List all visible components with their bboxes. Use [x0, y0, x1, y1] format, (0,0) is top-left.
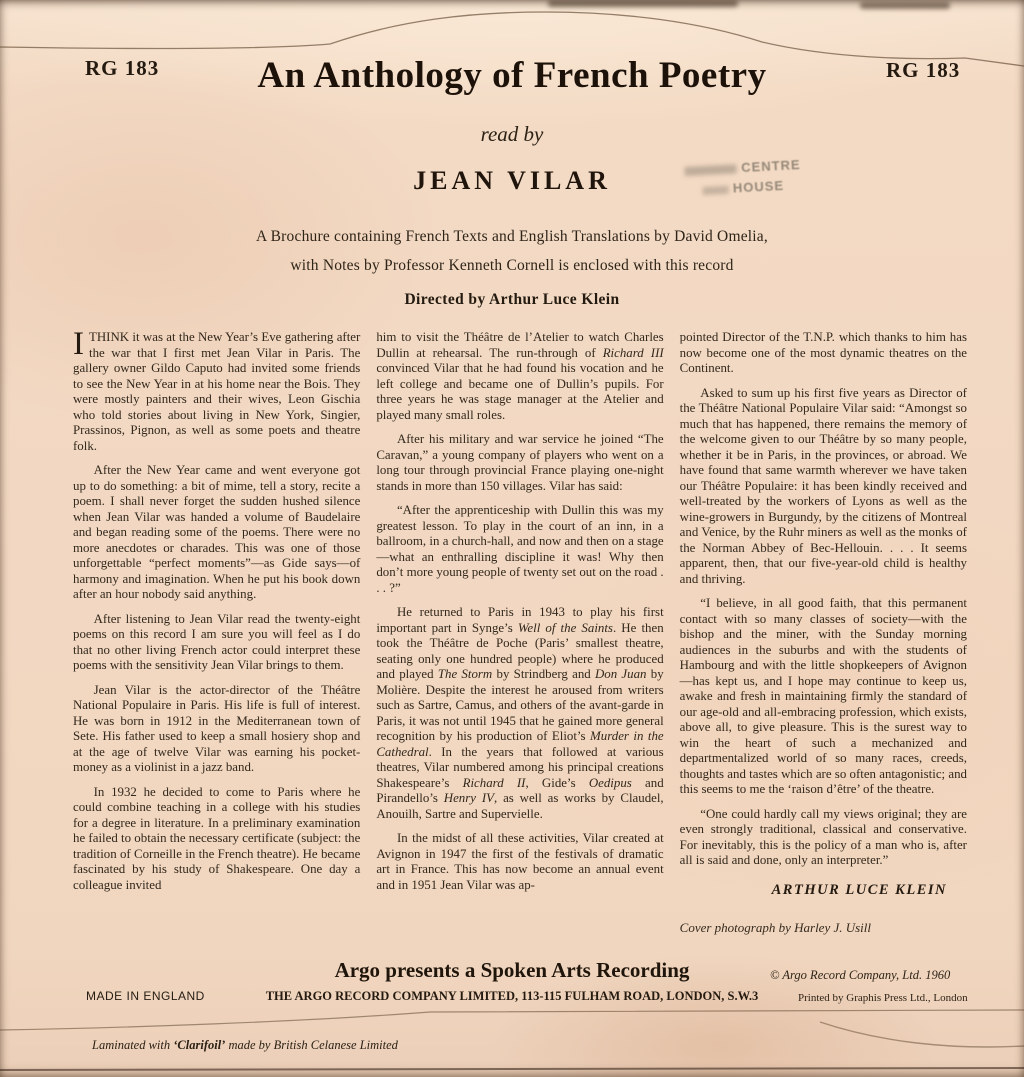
body-paragraph: pointed Director of the T.N.P. which thanks to him has now become one of the most dynamic theatres on the Continent.	[679, 330, 967, 375]
brochure-note-line2: with Notes by Professor Kenneth Cornell is enclosed with this record	[290, 257, 734, 274]
read-by-label: read by	[480, 122, 544, 146]
body-paragraph: “I believe, in all good faith, that this permanent contact with so many classes of society—with the bishop and the miner, with the Sunday morning audiences in the suburbs and with the students of Hambourg and with the little shopkeepers of Avignon—has kept us, and I hope may continue to keep us, awake and fresh in maintaining firmly the standard of our age-old and all-embracing profession, which exists, above all, to give pleasure. This is the surest way to win the heart of such a mechanized and departmentalized world of so many races, creeds, thoughts and tastes which are so often antagonistic; and this seems to me the ‘raison d’être’ of the theatre.	[679, 596, 967, 796]
laminate-note: Laminated with ‘Clarifoil’ made by British Celanese Limited	[92, 1038, 398, 1052]
stamp-line1: CENTRE	[740, 156, 801, 176]
body-paragraph: He returned to Paris in 1943 to play his first important part in Synge’s Well of the Saints. He then took the Théâtre de Poche (Paris’ smallest theatre, seating only one hundred people) where he produced and played The Storm by Strindberg and Don Juan by Molière. Despite the interest he aroused from writers such as Sartre, Camus, and others of the avant-garde in Paris, it was not until 1945 that he gained more general recognition by his production of Eliot’s Murder in the Cathedral. In the years that followed at various theatres, Vilar numbered among his principal creations Shakespeare’s Richard II, Gide’s Oedipus and Pirandello’s Henry IV, as well as works by Claudel, Anouilh, Sartre and Supervielle.	[376, 605, 664, 821]
author-signature: ARTHUR LUCE KLEIN	[771, 881, 947, 898]
scuff-mark	[860, 2, 950, 9]
body-paragraph: After his military and war service he joined “The Caravan,” a young company of players who went on a long tour through provincial France playing one-night stands in more than 150 villages. Vilar has said:	[376, 432, 664, 493]
body-paragraph: Asked to sum up his first five years as Director of the Théâtre National Populaire Vilar said: “Amongst so much that has happened, there remains the memory of the welcome given to our Théâtre by so many people, whether it be in Paris, in the provinces, or abroad. We have found that same warmth wherever we have taken our Théâtre Populaire: it has been kindly received and well-treated by the workers of Lyons as well as the wine-growers in Burgundy, by the citizens of Montreal and Venice, by the Ruhr miners as well as the monks of the Norman Abbey of Bec-Hellouin. . . . It seems apparent, then, that our five-year-old child is healthy and thriving.	[679, 385, 967, 586]
essay-column-2	[376, 330, 663, 936]
stamp-smudge	[703, 185, 729, 194]
made-in-england-label: MADE IN ENGLAND	[86, 989, 205, 1003]
printer-credit: Printed by Graphis Press Ltd., London	[798, 992, 968, 1004]
directed-by-credit: Directed by Arthur Luce Klein	[404, 291, 620, 308]
catalog-number-left: RG 183	[85, 56, 160, 80]
body-paragraph: After listening to Jean Vilar read the twenty-eight poems on this record I am sure you will feel as I do that no other living French actor could interpret these poems with the sensitivity Jean Vilar brings to them.	[73, 611, 361, 672]
body-paragraph: him to visit the Théâtre de l’Atelier to watch Charles Dullin at rehearsal. The run-through of Richard III convinced Vilar that he had found his vocation and he left college and became one of Dullin’s pupils. For three years he was stage manager at the Atelier and played many small roles.	[376, 330, 664, 422]
essay-column-3	[680, 330, 967, 936]
body-paragraph: “One could hardly call my views original; they are even strongly traditional, classical and conservative. For inevitably, this is the policy of a man who is, after all is said and done, only an interpreter.”	[679, 806, 967, 867]
body-paragraph: In the midst of all these activities, Vilar created at Avignon in 1947 the first of the festivals of dramatic art in France. This has now become an annual event and in 1951 Jean Vilar was ap-	[376, 831, 664, 892]
company-address: THE ARGO RECORD COMPANY LIMITED, 113-115 FULHAM ROAD, LONDON, S.W.3	[265, 989, 759, 1003]
stamp-smudge	[684, 164, 736, 176]
body-paragraph: After the New Year came and went everyone got up to do something: a bit of mime, tell a story, recite a poem. I shall never forget the sudden hushed silence when Jean Vilar was handed a volume of Baudelaire and began reading some of the poems. There were no more anecdotes or charades. This was one of those unforgettable “perfect moments”—as Gide says—of harmony and imagination. When he put his book down after an hour nobody said anything.	[73, 463, 361, 601]
catalog-number-right: RG 183	[886, 58, 961, 82]
photo-credit: Cover photograph by Harley J. Usill	[679, 920, 872, 935]
stamp-line2: HOUSE	[732, 177, 785, 196]
scuff-mark	[548, 0, 738, 7]
performer-name: JEAN VILAR	[413, 166, 611, 195]
body-paragraph: In 1932 he decided to come to Paris where he could combine teaching in a college with his studies for a degree in literature. In a preliminary examination he failed to obtain the necessary certificate (subject: the tradition of Corneille in the French theatre). He became fascinated by his study of Shakespeare. One day a colleague invited	[73, 784, 361, 892]
brochure-note-line1: A Brochure containing French Texts and English Translations by David Omelia,	[256, 228, 768, 245]
label-slogan: Argo presents a Spoken Arts Recording	[334, 958, 690, 982]
essay-column-1	[73, 326, 361, 936]
body-paragraph: Jean Vilar is the actor-director of the Théâtre National Populaire in Paris. His life is full of interest. He was born in 1912 in the Mediterranean town of Sete. His father used to keep a small hosiery shop and at the age of twelve Vilar was earning his pocket-money as a violinist in a jazz band.	[73, 682, 361, 774]
album-title: An Anthology of French Poetry	[257, 55, 767, 96]
copyright-notice: © Argo Record Company, Ltd. 1960	[770, 968, 951, 982]
body-paragraph: “After the apprenticeship with Dullin this was my greatest lesson. To play in the court of an inn, in a ballroom, in a church-hall, and now and then on a stage—what an enthralling discipline it was! Why then don’t more young people of twenty set out on the road . . . ?”	[376, 503, 664, 595]
essay-columns	[73, 326, 967, 936]
body-paragraph: ITHINK it was at the New Year’s Eve gathering after the war that I first met Jean Vilar in Paris. The gallery owner Gildo Caputo had invited some friends to see the New Year in at his home near the Bois. They were mostly painters and their wives, Leon Gischia who told stories about living in New York, Singier, Prassinos, Pignon, as well as some poets and theatre folk.	[73, 326, 361, 453]
library-ink-stamp	[667, 154, 819, 202]
